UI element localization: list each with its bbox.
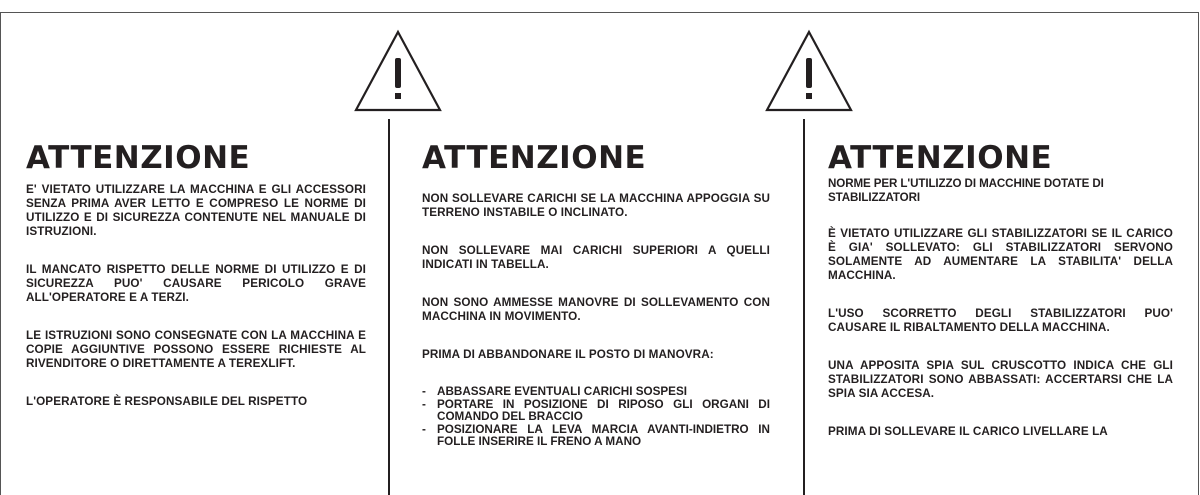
paragraph: NON SONO AMMESSE MANOVRE DI SOLLEVAMENTO CON MACCHINA IN MOVIMENTO. <box>422 296 770 323</box>
warning-triangle-icon <box>763 28 855 114</box>
warning-triangle-icon <box>352 28 444 114</box>
paragraph: IL MANCATO RISPETTO DELLE NORME DI UTILIZZO E DI SICUREZZA PUO' CAUSARE PERICOLO GRAVE ALL'OPERATORE E A TERZI. <box>26 263 366 304</box>
paragraph: PRIMA DI ABBANDONARE IL POSTO DI MANOVRA: <box>422 348 714 361</box>
paragraph: LE ISTRUZIONI SONO CONSEGNATE CON LA MACCHINA E COPIE AGGIUNTIVE POSSONO ESSERE RICHIESTE AL RIVENDITORE O DIRETTAMENTE A TEREXLIFT. <box>26 329 366 370</box>
paragraph: PRIMA DI SOLLEVARE IL CARICO LIVELLARE LA <box>828 425 1108 438</box>
list-item: - ABBASSARE EVENTUALI CARICHI SOSPESI <box>422 385 688 398</box>
column-subheading: NORME PER L'UTILIZZO DI MACCHINE DOTATE DI STABILIZZATORI <box>828 177 1104 204</box>
column-heading: ATTENZIONE <box>26 140 251 176</box>
list-item: - POSIZIONARE LA LEVA MARCIA AVANTI-INDIETRO IN FOLLE INSERIRE IL FRENO A MANO <box>422 422 770 448</box>
column-heading: ATTENZIONE <box>422 140 647 176</box>
column-divider <box>803 119 805 495</box>
warning-column-1 <box>26 140 366 495</box>
list-item: - PORTARE IN POSIZIONE DI RIPOSO GLI ORGANI DI COMANDO DEL BRACCIO <box>422 397 770 423</box>
warning-column-2 <box>422 140 770 495</box>
paragraph: NON SOLLEVARE CARICHI SE LA MACCHINA APPOGGIA SU TERRENO INSTABILE O INCLINATO. <box>422 192 770 219</box>
warning-column-3 <box>828 140 1196 495</box>
paragraph: L'USO SCORRETTO DEGLI STABILIZZATORI PUO' CAUSARE IL RIBALTAMENTO DELLA MACCHINA. <box>828 307 1173 334</box>
paragraph: UNA APPOSITA SPIA SUL CRUSCOTTO INDICA CHE GLI STABILIZZATORI SONO ABBASSATI: ACCERTARSI CHE LA SPIA SIA ACCESA. <box>828 359 1173 400</box>
paragraph: NON SOLLEVARE MAI CARICHI SUPERIORI A QUELLI INDICATI IN TABELLA. <box>422 244 770 271</box>
column-heading: ATTENZIONE <box>828 140 1053 176</box>
paragraph: L'OPERATORE È RESPONSABILE DEL RISPETTO <box>26 395 308 408</box>
checklist <box>422 386 770 449</box>
paragraph: E' VIETATO UTILIZZARE LA MACCHINA E GLI ACCESSORI SENZA PRIMA AVER LETTO E COMPRESO LE NORME DI UTILIZZO E DI SICUREZZA CONTENUTE NEL MANUALE DI ISTRUZIONI. <box>26 183 366 238</box>
column-divider <box>388 119 390 495</box>
paragraph: È VIETATO UTILIZZARE GLI STABILIZZATORI SE IL CARICO È GIA' SOLLEVATO: GLI STABILIZZATORI SERVONO SOLAMENTE AD AUMENTARE LA STABILITA' DELLA MACCHINA. <box>828 227 1173 282</box>
